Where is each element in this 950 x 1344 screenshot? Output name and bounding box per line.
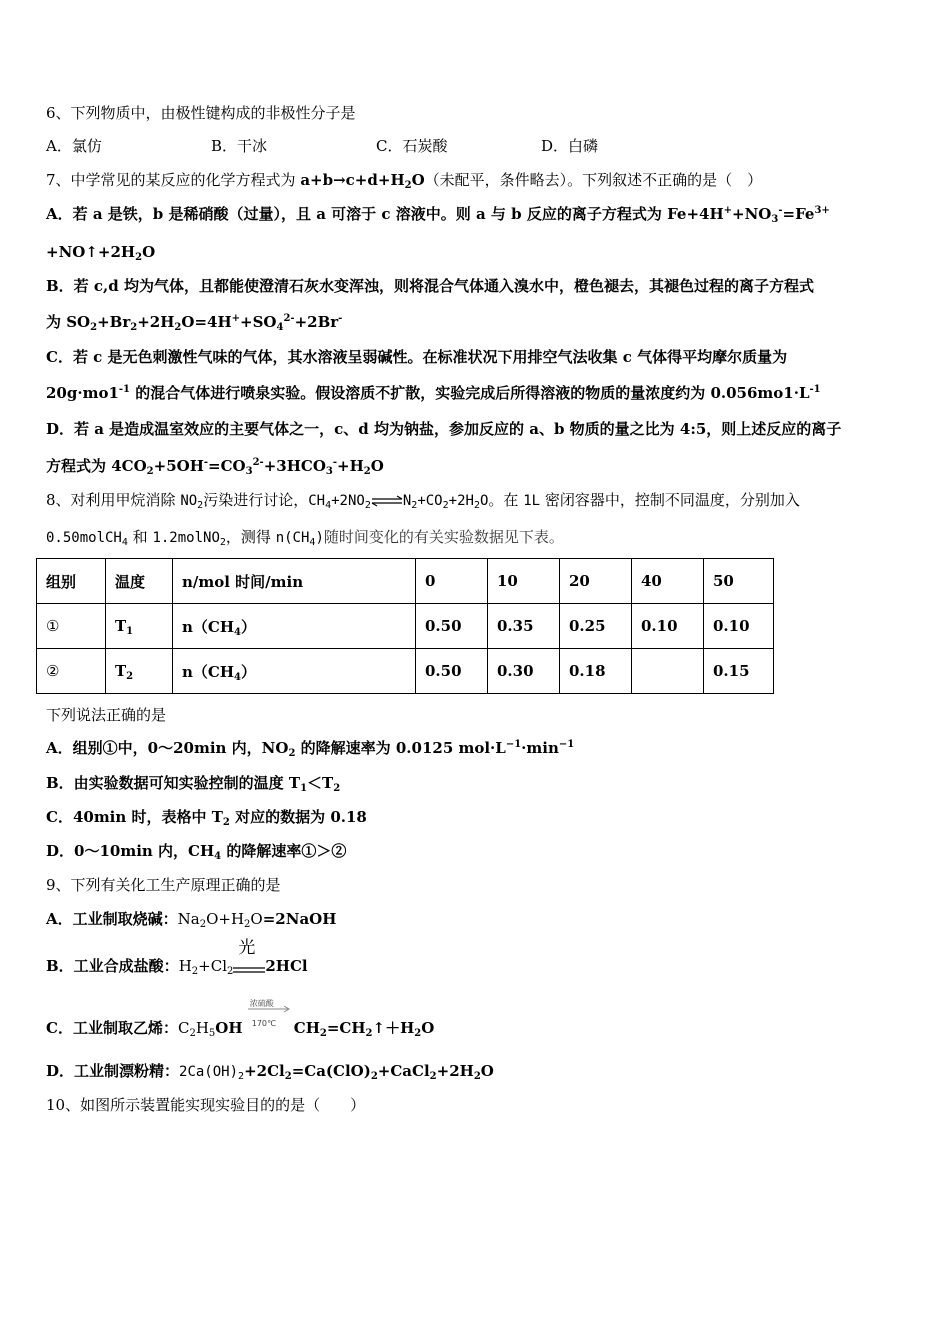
condition-label: 170℃ [251,1019,277,1028]
q7-option-a-line2: $+NO↑+2H_2O$ [46,243,156,263]
table-header-cell: 组别 [37,559,106,604]
table-cell: $T_1$ [106,604,173,649]
table-header-cell: 温度 [106,559,173,604]
table-cell: 0.30 [488,649,560,694]
table-cell: $n(CH_4)$ [173,649,416,694]
table-cell: 0.25 [560,604,632,649]
table-cell: 0.10 [632,604,704,649]
table-cell: 0.35 [488,604,560,649]
q9-stem: 9、下列有关化工生产原理正确的是 [46,876,281,894]
q8-option-a: A．组别①中，0～20min 内，$NO_2$ 的降解速率为 0.0125 $mol\cdot L^{-1}\cdot\min^{-1}$ [46,739,575,759]
q8-prompt: 下列说法正确的是 [46,706,167,724]
q7-stem: 7、中学常见的某反应的化学方程式为 $a+b\to c+d+H_2O$（未配平，条件略去）。下列叙述不正确的是（ ） [46,171,763,191]
table-cell [632,649,704,694]
q9-option-c: C．工业制取乙烯：$C_2H_5OH$ 浓硫酸 170℃ $CH_2=CH_2↑+H_2O$ [46,1014,434,1044]
table-header-cell: 50 [704,559,774,604]
table-header-cell: 20 [560,559,632,604]
q7-option-d-line1: D．若 a 是造成温室效应的主要气体之一，c、d 均为钠盐，参加反应的 a、b 物质的量之比为 4:5，则上述反应的离子 [46,420,842,438]
table-header-cell: 40 [632,559,704,604]
table-cell: $T_2$ [106,649,173,694]
table-header-cell: 10 [488,559,560,604]
q8-stem-line2: 0.50molCH$_4$ 和 1.2molNO$_2$，测得 $n(CH_4)$随时间变化的有关实验数据见下表。 [46,528,564,548]
table-cell: 0.50 [416,649,488,694]
table-cell: 0.15 [704,649,774,694]
q9-option-b: B．工业合成盐酸：$H_2+Cl_2$ 光 2HCl [46,938,308,977]
table-header-cell: n/mol 时间/min [173,559,416,604]
q7-option-b-line2: 为 $SO_2+Br_2+2H_2O=4H^++SO_4^{2-}+2Br^-$ [46,313,343,333]
q8-data-table [36,558,774,694]
equals-arrow-icon [233,966,265,974]
reaction-arrow-icon [248,1006,290,1012]
q6-option-b: B．干冰 [211,137,268,155]
table-cell: 0.50 [416,604,488,649]
table-header-cell: 0 [416,559,488,604]
q6-option-a: A．氯仿 [46,137,102,155]
q7-option-c-line2: $20g\cdot mo1^{-1}$ 的混合气体进行喷泉实验。假设溶质不扩散，实验完成后所得溶液的物质的量浓度约为 $0.056mo1\cdot L^{-1}$ [46,384,821,402]
q8-option-c: C．40min 时，表格中 $T_2$ 对应的数据为 0.18 [46,808,367,828]
q7-option-b-line1: B．若 c,d 均为气体，且都能使澄清石灰水变浑浊，则将混合气体通入溴水中，橙色褪去，其褪色过程的离子方程式 [46,277,814,295]
q9-option-d: D．工业制漂粉精：$2Ca(OH)_2+2Cl_2=Ca(ClO)_2+CaCl_2+2H_2O$ [46,1062,494,1082]
condition-label: 浓硫酸 [249,999,274,1008]
q10-stem: 10、如图所示装置能实现实验目的的是（ ） [46,1096,366,1114]
q6-option-d: D．白磷 [541,137,599,155]
reaction-condition-acid [248,999,290,1040]
table-cell: 0.18 [560,649,632,694]
reaction-condition-light [233,938,265,972]
q7-option-d-line2: 方程式为 $4CO_2+5OH^-=CO_3^{2-}+3HCO_3^-+H_2O$ [46,457,384,477]
condition-label: 光 [238,938,256,958]
table-cell: ① [37,604,106,649]
table-cell: 0.10 [704,604,774,649]
table-row [37,604,774,649]
q7-option-a-line1: A．若 a 是铁，b 是稀硝酸（过量），且 a 可溶于 c 溶液中。则 a 与 b 反应的离子方程式为 $Fe+4H^++NO_3^-=Fe^{3+}$ [46,205,830,225]
q7-option-c-line1: C．若 c 是无色刺激性气味的气体，其水溶液呈弱碱性。在标准状况下用排空气法收集 c 气体得平均摩尔质量为 [46,348,788,366]
table-row [37,649,774,694]
table-header-row [37,559,774,604]
q6-option-c: C．石炭酸 [376,137,448,155]
q6-options [46,136,706,156]
q6-stem: 6、下列物质中，由极性键构成的非极性分子是 [46,104,356,122]
q8-option-b: B．由实验数据可知实验控制的温度 $T_1<T_2$ [46,774,341,794]
table-cell: $n(CH_4)$ [173,604,416,649]
q9-option-a: A．工业制取烧碱：$Na_2O+H_2O=2NaOH$ [46,910,337,930]
q8-stem-line1: 8、对利用甲烷消除 $NO_2$污染进行讨论，$CH_4+2NO_2$ $N_2+CO_2+2H_2O$。在 1L 密闭容器中，控制不同温度，分别加入 [46,491,800,511]
q8-option-d: D．0～10min 内，$CH_4$ 的降解速率①＞② [46,842,347,862]
table-cell: ② [37,649,106,694]
equilibrium-arrow-icon [371,494,403,508]
